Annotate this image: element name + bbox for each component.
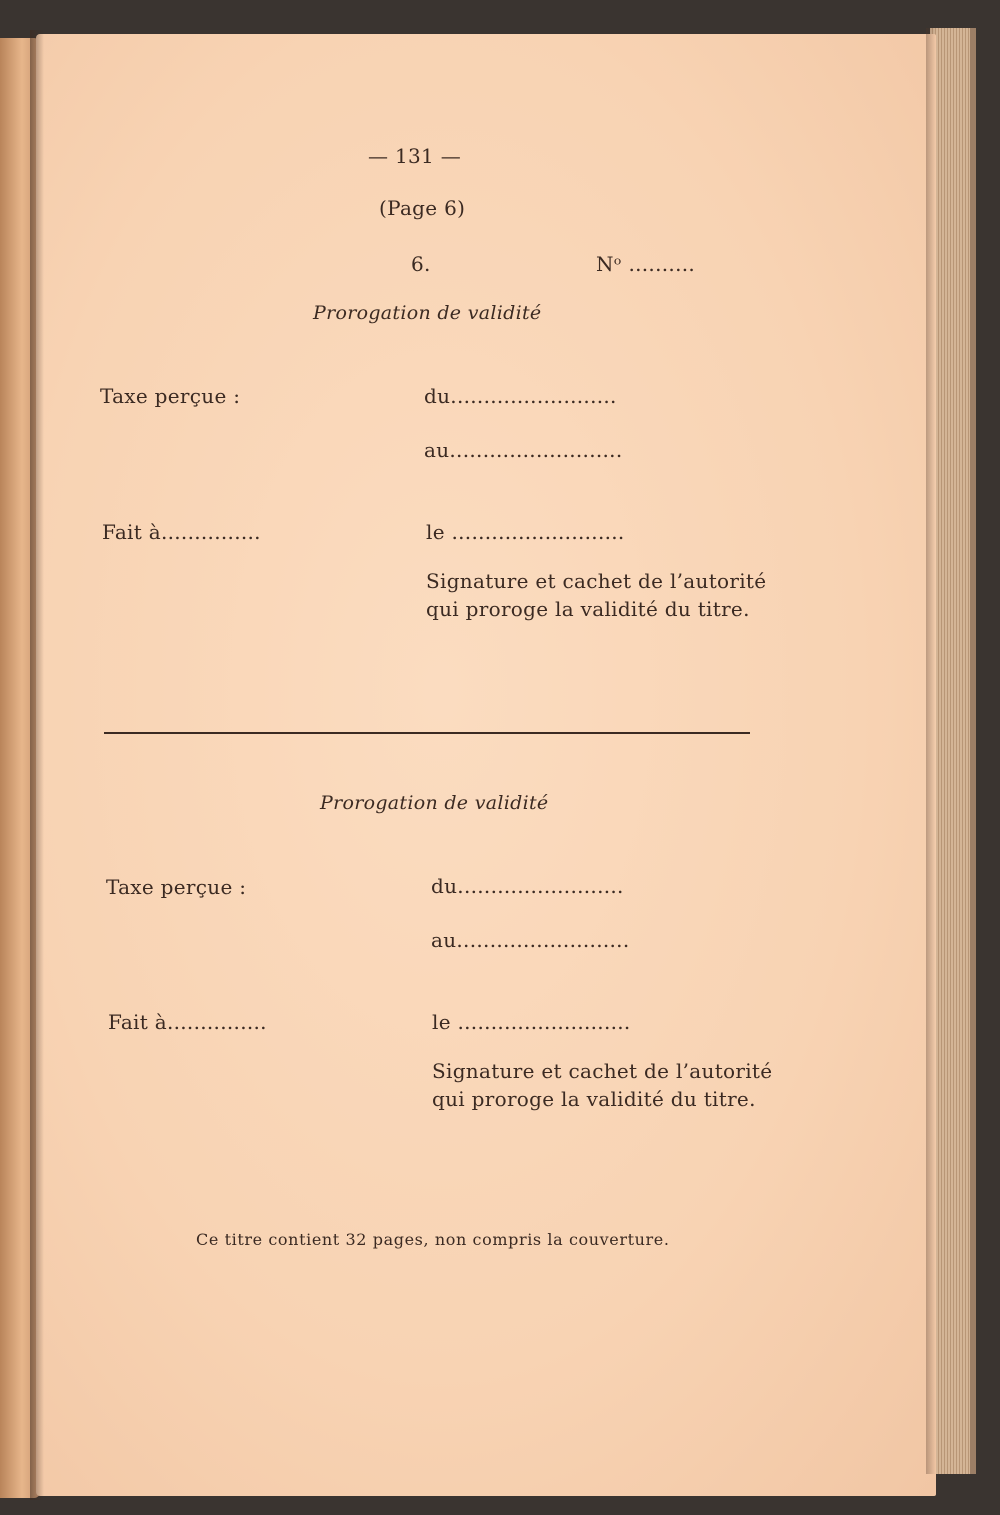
block2-date-field: le ..........................	[432, 1010, 631, 1034]
page-edge-shadow	[926, 28, 936, 1474]
section-divider	[104, 732, 750, 734]
block1-to-field: au..........................	[424, 438, 623, 462]
block2-title: Prorogation de validité	[320, 792, 549, 814]
number-field: Nᵒ ..........	[596, 252, 696, 276]
block2-signature-line2: qui proroge la validité du titre.	[432, 1087, 756, 1111]
block1-date-field: le ..........................	[426, 520, 625, 544]
block2-to-field: au..........................	[431, 928, 630, 952]
block2-from-field: du.........................	[431, 874, 624, 898]
block1-place-field: Fait à...............	[102, 520, 261, 544]
block1-tax-label: Taxe perçue :	[100, 384, 241, 408]
page-number: — 131 —	[368, 144, 461, 168]
page-reference: (Page 6)	[379, 196, 466, 220]
block1-from-field: du.........................	[424, 384, 617, 408]
block2-tax-label: Taxe perçue :	[106, 875, 247, 899]
footer-note: Ce titre contient 32 pages, non compris la couverture.	[196, 1230, 670, 1249]
block2-place-field: Fait à...............	[108, 1010, 267, 1034]
page-edges-stack	[930, 28, 976, 1474]
block2-signature-line1: Signature et cachet de l’autorité	[432, 1059, 773, 1083]
block1-signature-line2: qui proroge la validité du titre.	[426, 597, 750, 621]
book-gutter	[30, 30, 44, 1500]
document-page	[36, 34, 936, 1496]
block1-title: Prorogation de validité	[313, 302, 542, 324]
section-number: 6.	[411, 252, 431, 276]
block1-signature-line1: Signature et cachet de l’autorité	[426, 569, 767, 593]
